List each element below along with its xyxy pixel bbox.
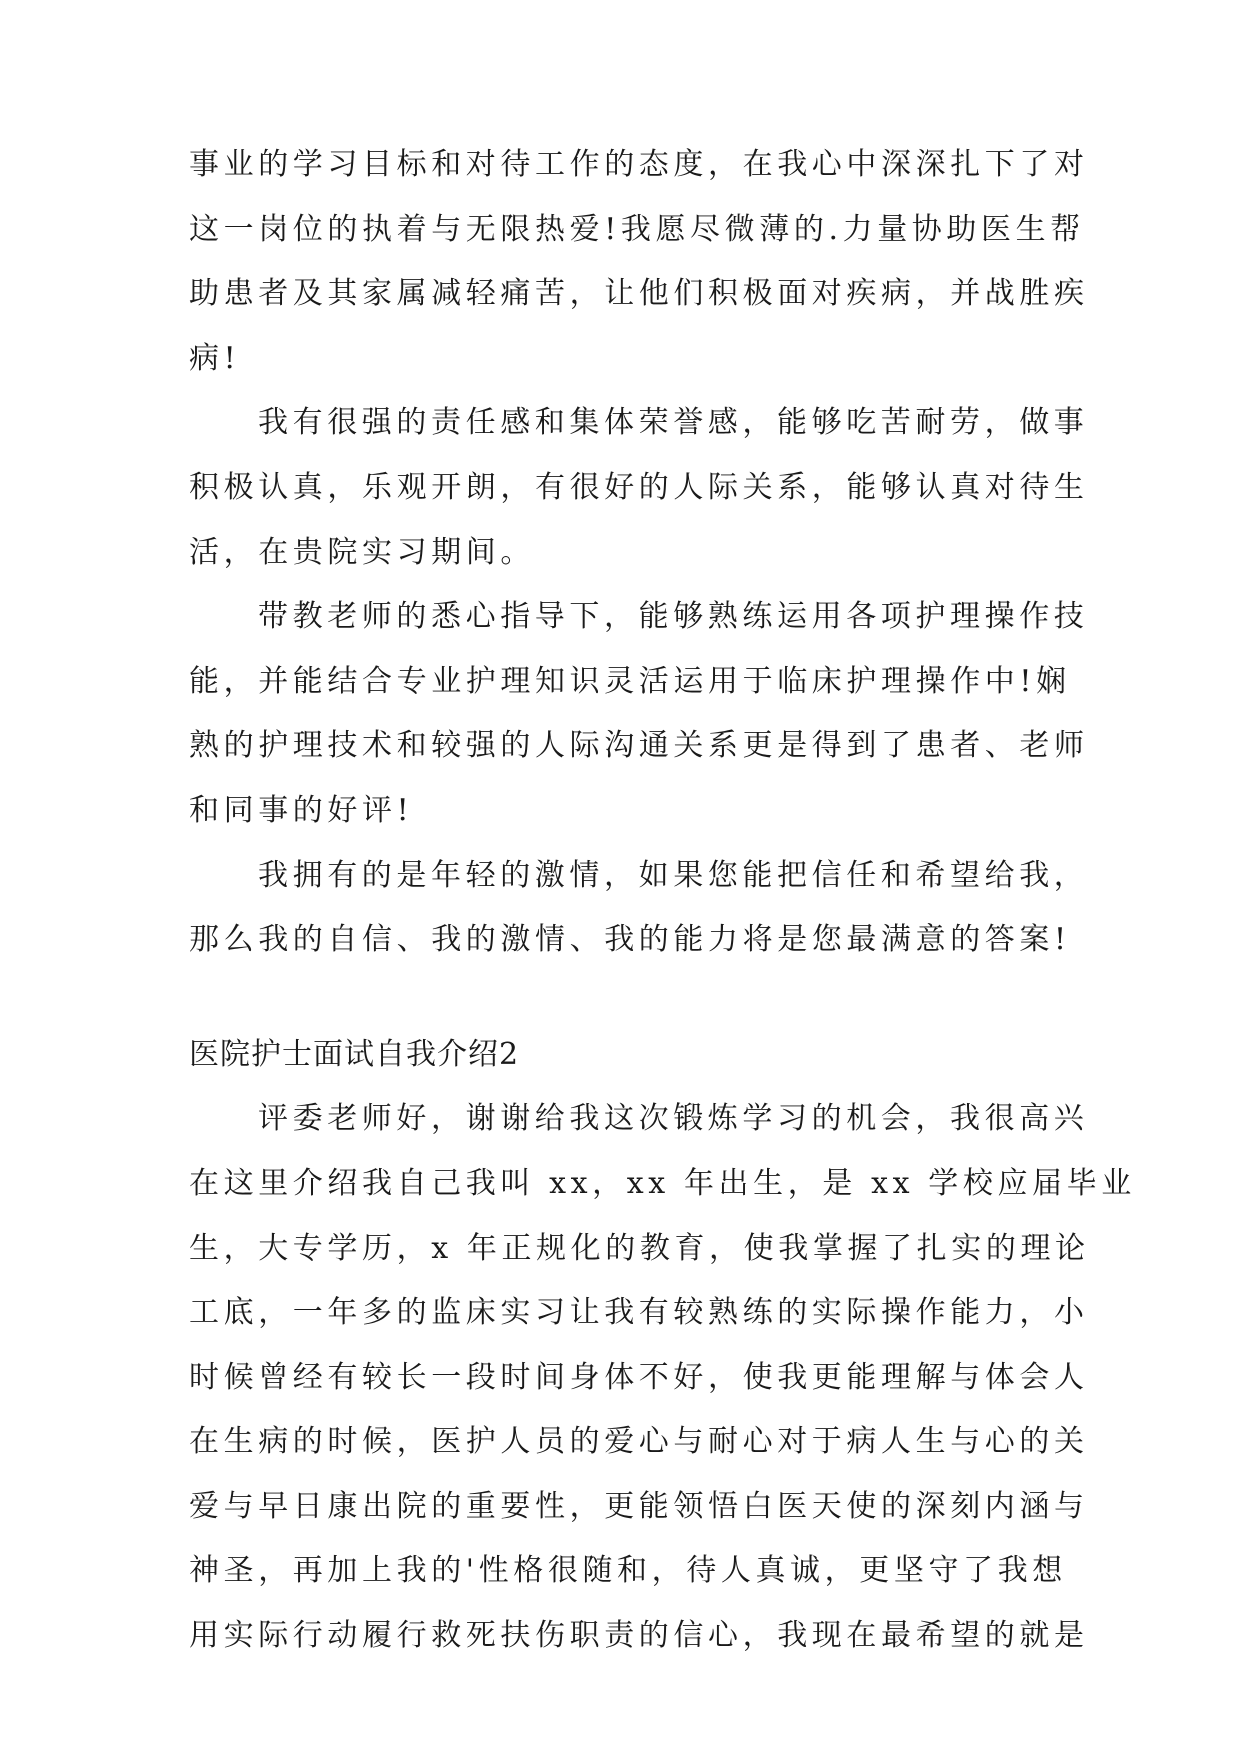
paragraph <box>189 391 1089 585</box>
text-line: 爱与早日康出院的重要性，更能领悟白医天使的深刻内涵与 <box>189 1488 1089 1524</box>
text-line: 我拥有的是年轻的激情，如果您能把信任和希望给我， <box>258 857 1089 893</box>
text-line: 在这里介绍我自己我叫 xx，xx 年出生，是 xx 学校应届毕业 <box>189 1165 1136 1201</box>
paragraph <box>189 585 1089 843</box>
text-line: 助患者及其家属减轻痛苦，让他们积极面对疾病，并战胜疾 <box>189 276 1089 312</box>
text-line: 积极认真，乐观开朗，有很好的人际关系，能够认真对待生 <box>189 469 1089 505</box>
text-line: 能，并能结合专业护理知识灵活运用于临床护理操作中!娴 <box>189 663 1071 699</box>
text-line: 评委老师好，谢谢给我这次锻炼学习的机会，我很高兴 <box>258 1101 1089 1137</box>
text-line: 我有很强的责任感和集体荣誉感，能够吃苦耐劳，做事 <box>258 405 1089 441</box>
document-body <box>189 133 1136 1669</box>
section-gap <box>189 973 1049 1023</box>
text-line: 在生病的时候，医护人员的爱心与耐心对于病人生与心的关 <box>189 1424 1089 1460</box>
text-line: 事业的学习目标和对待工作的态度，在我心中深深扎下了对 <box>189 147 1089 182</box>
section-heading: 医院护士面试自我介绍2 <box>189 1036 520 1072</box>
text-line: 那么我的自信、我的激情、我的能力将是您最满意的答案! <box>189 922 1071 958</box>
paragraph <box>189 133 1089 391</box>
paragraph <box>189 844 1089 973</box>
paragraph <box>189 1087 1136 1668</box>
section-1 <box>189 133 1089 973</box>
text-line: 活，在贵院实习期间。 <box>189 534 535 570</box>
text-line: 和同事的好评! <box>189 792 414 828</box>
text-line: 神圣，再加上我的'性格很随和，待人真诚，更坚守了我想 <box>189 1553 1067 1589</box>
text-line: 用实际行动履行救死扶伤职责的信心，我现在最希望的就是 <box>189 1618 1089 1654</box>
text-line: 带教老师的悉心指导下，能够熟练运用各项护理操作技 <box>258 599 1089 635</box>
text-line: 病! <box>189 340 241 376</box>
text-line: 熟的护理技术和较强的人际沟通关系更是得到了患者、老师 <box>189 728 1089 764</box>
text-line: 时候曾经有较长一段时间身体不好，使我更能理解与体会人 <box>189 1359 1089 1395</box>
text-line: 工底，一年多的监床实习让我有较熟练的实际操作能力，小 <box>189 1295 1089 1331</box>
section-2 <box>189 1023 1136 1669</box>
text-line: 这一岗位的执着与无限热爱!我愿尽微薄的.力量协助医生帮 <box>189 211 1085 247</box>
text-line: 生，大专学历，x 年正规化的教育，使我掌握了扎实的理论 <box>189 1230 1090 1266</box>
